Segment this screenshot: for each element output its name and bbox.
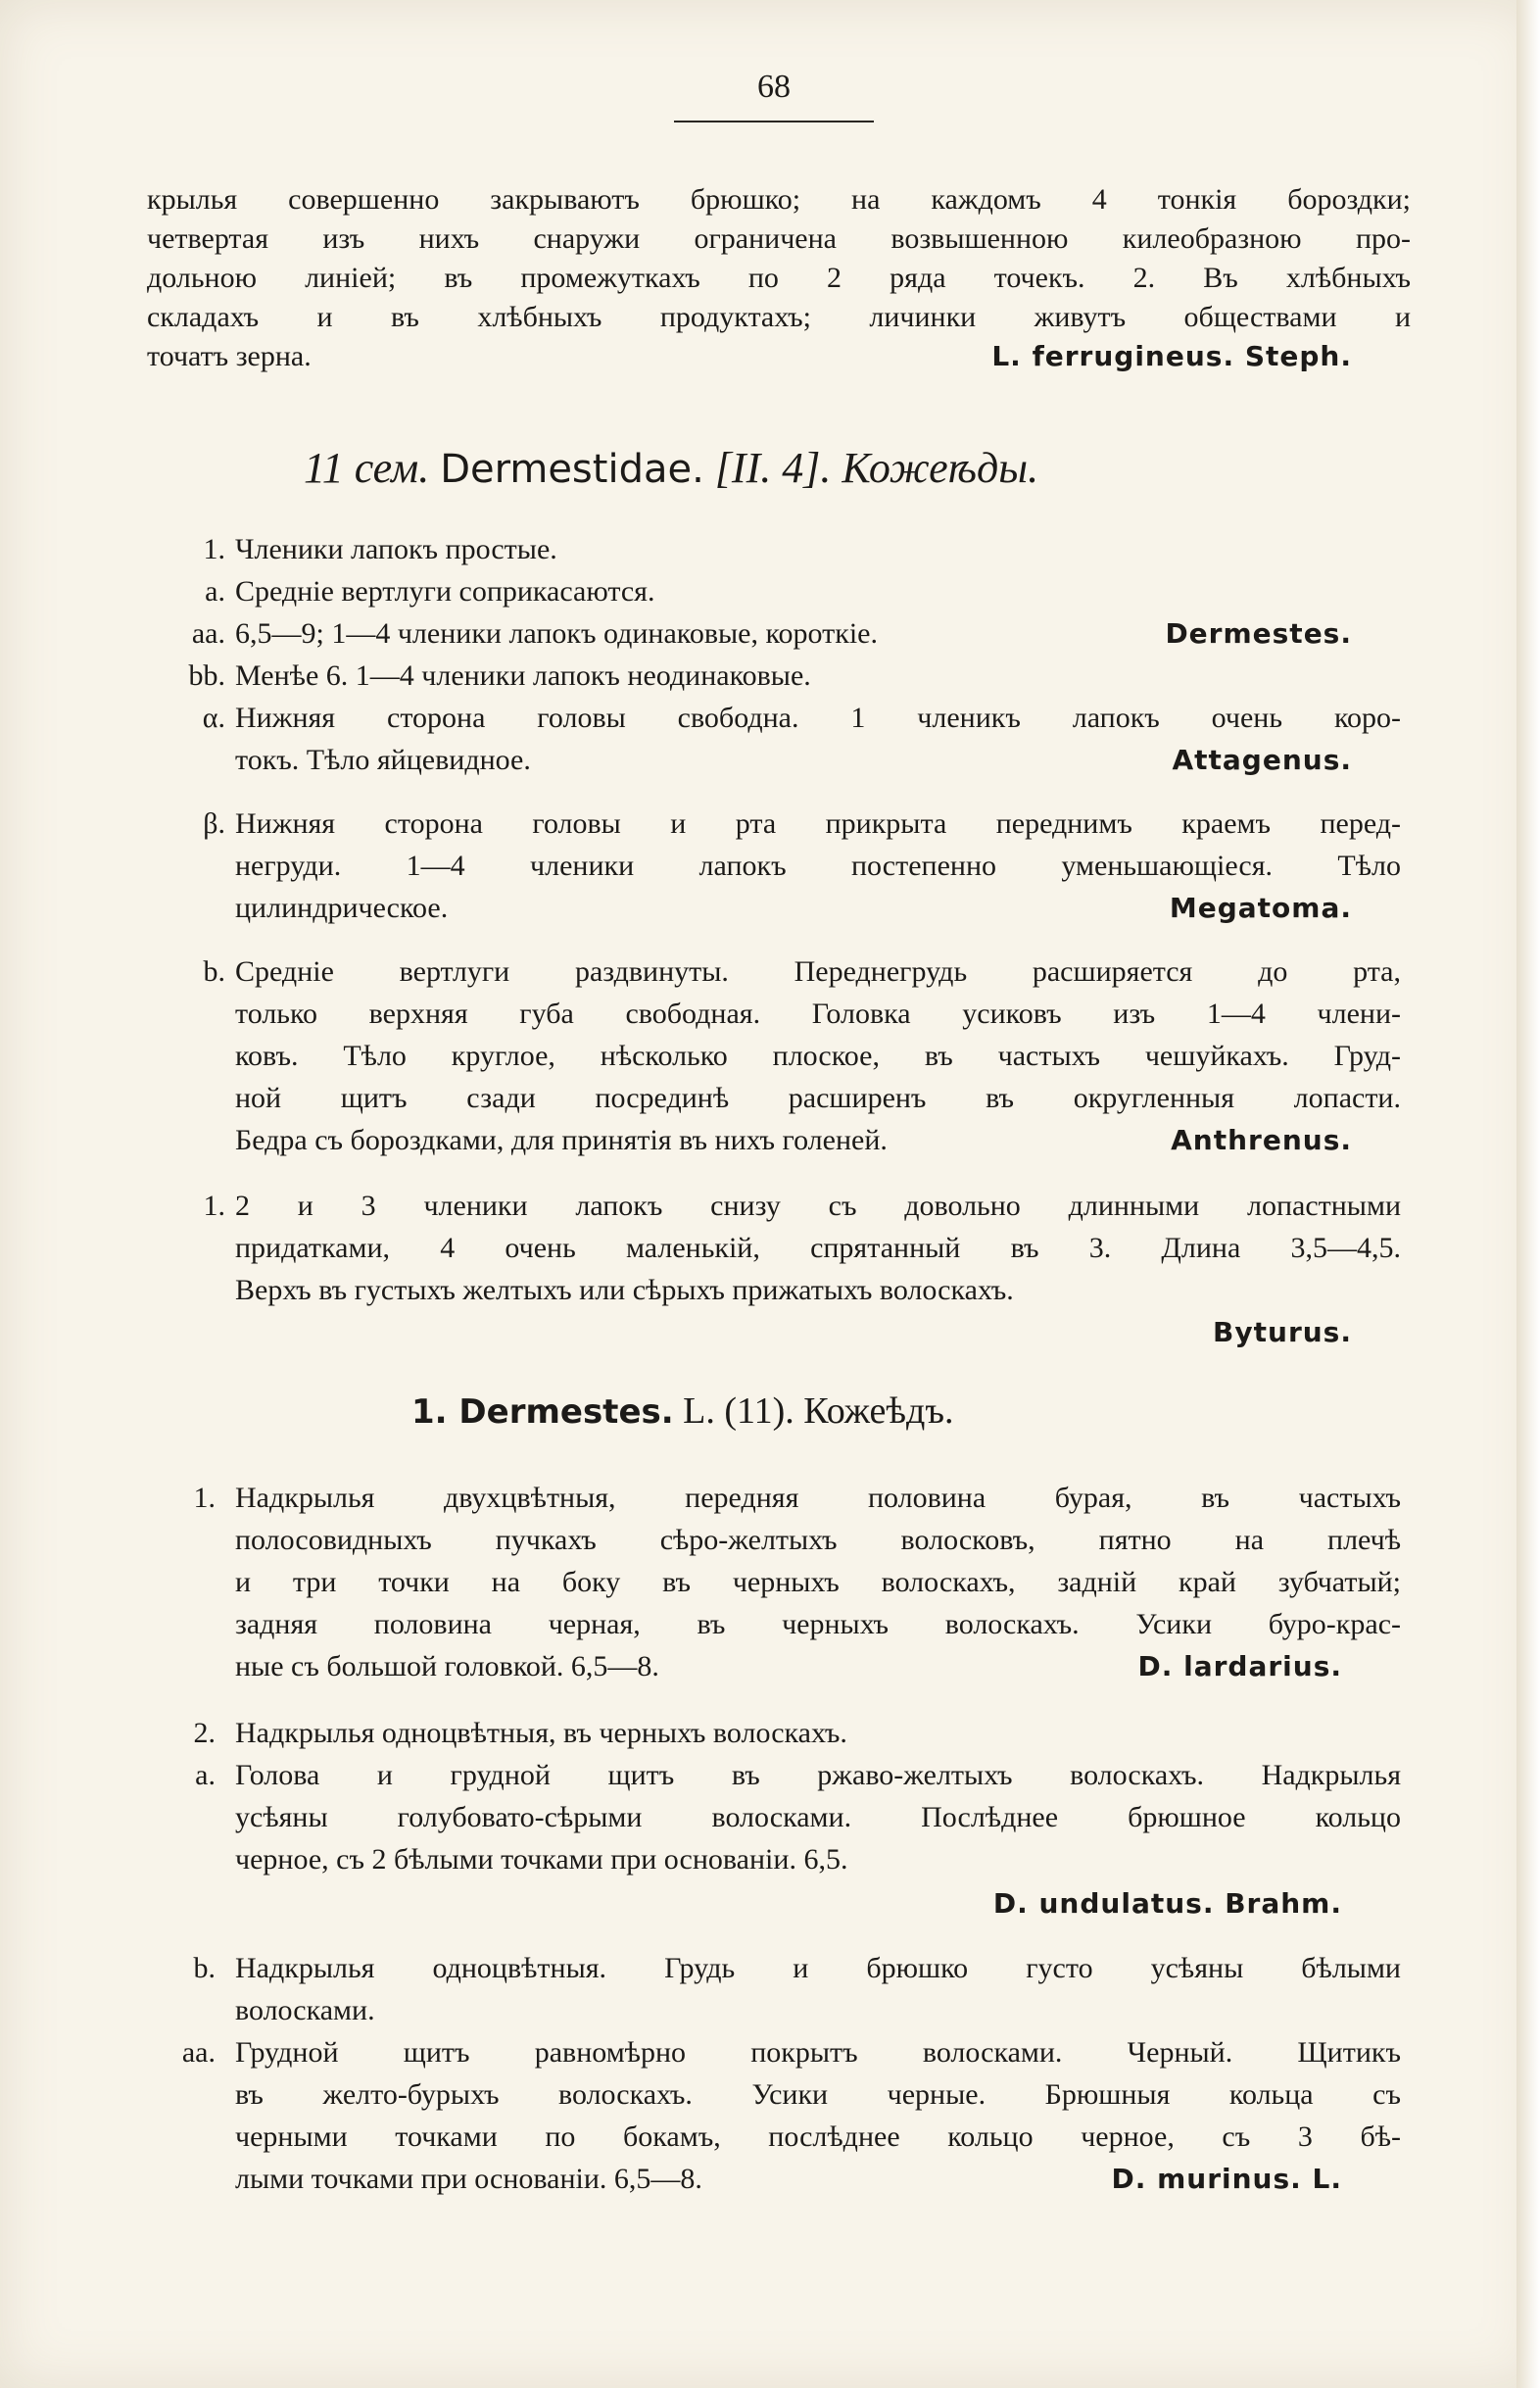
key-text: Средніе вертлуги раздвинуты. Переднегрудь расширяется до рта, [235,955,1401,988]
species-name: D. murinus. L. [1111,2163,1342,2195]
intro-line: крылья совершенно закрываютъ брюшко; на каждомъ 4 тонкія бороздки; [147,183,1411,216]
intro-line: дольною линіей; въ промежуткахъ по 2 ряда точекъ. 2. Въ хлѣбныхъ [147,262,1411,294]
key-text: ной щитъ сзади посрединѣ расширенъ въ округленныя лопасти. [235,1082,1401,1114]
key-marker: 1. [203,533,225,565]
family-latin-name: Dermestidae. [440,447,704,492]
key-marker: b. [193,1952,216,1984]
key-text: Нижняя сторона головы и рта прикрыта переднимъ краемъ перед- [235,807,1401,840]
key-text: Надкрылья двухцвѣтныя, передняя половина бурая, въ частыхъ [235,1482,1401,1514]
key-text: задняя половина черная, въ черныхъ волоскахъ. Усики буро-крас- [235,1608,1401,1640]
intro-line: четвертая изъ нихъ снаружи ограничена возвышенною килеобразною про- [147,222,1411,255]
genus-name: Anthrenus. [1171,1124,1352,1156]
key-marker: a. [205,575,225,608]
species-name: L. ferrugineus. Steph. [991,340,1352,372]
key-text: Бедра съ бороздками, для принятія въ нихъ голеней. [235,1124,888,1156]
intro-line: складахъ и въ хлѣбныхъ продуктахъ; личинки живутъ обществами и [147,301,1411,333]
key-marker: b. [203,955,225,988]
genus-name: Megatoma. [1169,892,1352,924]
key-text: Менѣе 6. 1—4 членики лапокъ неодинаковые. [235,659,811,692]
key-text: придатками, 4 очень маленькій, спрятанный въ 3. Длина 3,5—4,5. [235,1232,1401,1264]
genus-heading [411,1387,954,1437]
key-text: ковъ. Тѣло круглое, нѣсколько плоское, въ частыхъ чешуйкахъ. Груд- [235,1040,1401,1072]
genus-latin-name: 1. Dermestes. [411,1392,674,1432]
genus-author: L. (11). [683,1390,794,1432]
key-marker: β. [203,807,225,840]
key-text: Надкрылья одноцвѣтныя, въ черныхъ волоскахъ. [235,1717,847,1749]
key-marker: a. [195,1759,216,1791]
page-number: 68 [757,69,791,105]
key-text: въ желто-бурыхъ волоскахъ. Усики черные. Брюшныя кольца съ [235,2078,1401,2111]
family-reference: [II. 4]. [714,444,832,492]
key-text: полосовидныхъ пучкахъ сѣро-желтыхъ волосковъ, пятно на плечѣ [235,1524,1401,1556]
key-text: Средніе вертлуги соприкасаются. [235,575,655,608]
key-text: лыми точками при основаніи. 6,5—8. [235,2163,702,2195]
key-text: волосками. [235,1994,375,2026]
key-text: усѣяны голубовато-сѣрыми волосками. Послѣднее брюшное кольцо [235,1801,1401,1833]
key-text: 2 и 3 членики лапокъ снизу съ довольно длинными лопастными [235,1190,1401,1222]
key-text: ные съ большой головкой. 6,5—8. [235,1650,659,1682]
key-text: Нижняя сторона головы свободна. 1 членикъ лапокъ очень коро- [235,702,1401,734]
key-text: Надкрылья одноцвѣтныя. Грудь и брюшко густо усѣяны бѣлыми [235,1952,1401,1984]
page-edge [1516,0,1540,2388]
key-marker: aa. [181,2036,216,2069]
key-marker: α. [202,702,225,734]
genus-name: Byturus. [1213,1316,1352,1348]
genus-russian-name: Кожеѣдъ. [803,1390,954,1432]
key-text: только верхняя губа свободная. Головка усиковъ изъ 1—4 члени- [235,998,1401,1030]
genus-name: Dermestes. [1165,617,1352,650]
key-text: негруди. 1—4 членики лапокъ постепенно уменьшающіеся. Тѣло [235,850,1401,882]
genus-name: Attagenus. [1172,744,1352,776]
key-marker: 2. [193,1717,216,1749]
family-number: 11 сем. [304,444,430,492]
species-name: D. undulatus. Brahm. [992,1887,1342,1920]
intro-line: точатъ зерна. [147,340,312,372]
family-heading [304,441,1038,497]
key-text: токъ. Тѣло яйцевидное. [235,744,531,776]
key-text: черными точками по бокамъ, послѣднее кольцо черное, съ 3 бѣ- [235,2120,1401,2153]
key-text: черное, съ 2 бѣлыми точками при основаніи. 6,5. [235,1843,848,1876]
key-text: Голова и грудной щитъ въ ржаво-желтыхъ волоскахъ. Надкрылья [235,1759,1401,1791]
key-marker: bb. [188,659,225,692]
key-text: Верхъ въ густыхъ желтыхъ или сѣрыхъ прижатыхъ волоскахъ. [235,1274,1014,1306]
species-name: D. lardarius. [1137,1650,1342,1682]
key-marker: 1. [193,1482,216,1514]
key-text: и три точки на боку въ черныхъ волоскахъ, задній край зубчатый; [235,1566,1401,1598]
key-marker: 1. [203,1190,225,1222]
family-russian-name: Кожеѣды. [842,444,1039,492]
page-number-rule [674,121,874,122]
key-marker: aa. [191,617,225,650]
key-text: Грудной щитъ равномѣрно покрытъ волосками. Черный. Щитикъ [235,2036,1401,2069]
key-text: 6,5—9; 1—4 членики лапокъ одинаковые, короткіе. [235,617,878,650]
key-text: цилиндрическое. [235,892,449,924]
key-text: Членики лапокъ простые. [235,533,557,565]
